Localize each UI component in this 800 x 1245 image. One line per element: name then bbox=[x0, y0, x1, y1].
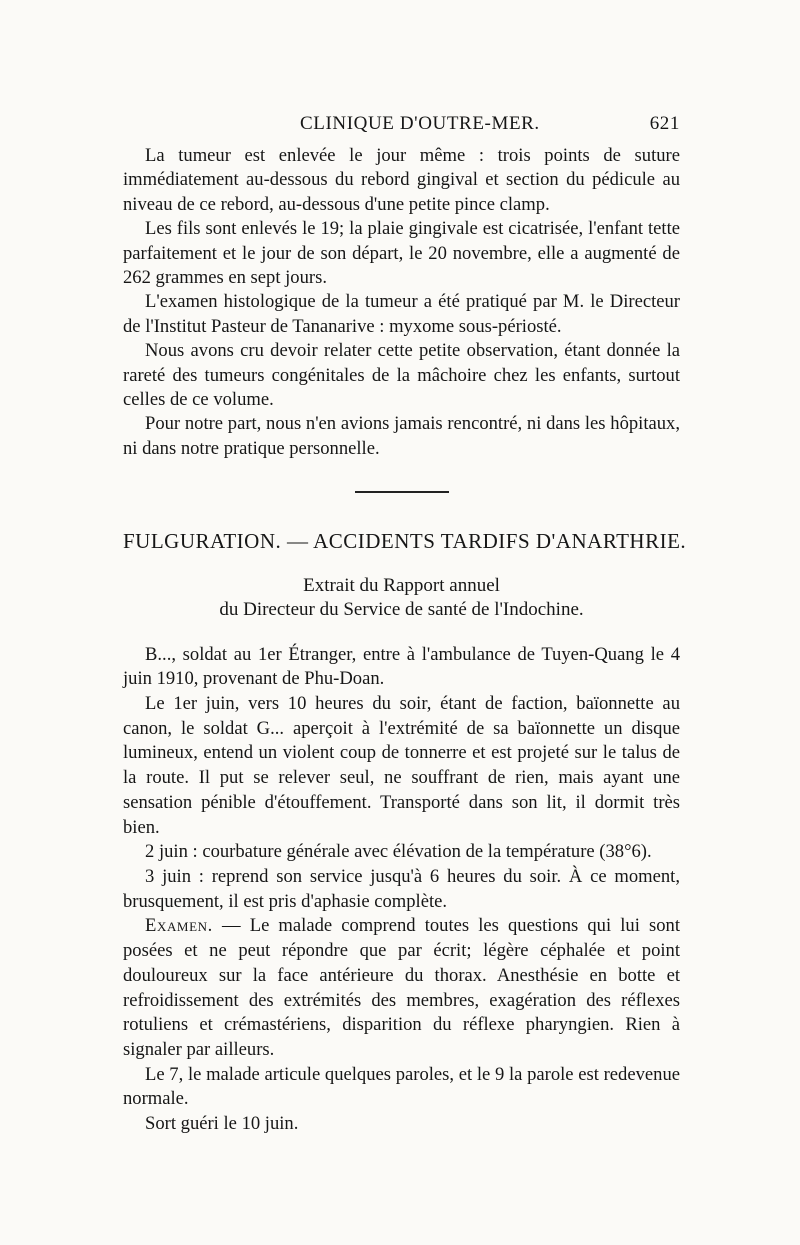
paragraph: Le 1er juin, vers 10 heures du soir, étant de faction, baïonnette au canon, le soldat G... aperçoit à l'extrémité de sa baïonnette un disque lumineux, entend un violent coup de tonnerre et est projeté sur le talus de la route. Il put se relever seul, ne souffrant de rien, mais ayant une sensation pénible d'étouffement. Transporté dans son lit, il dormit très bien. bbox=[123, 693, 680, 838]
section-subtitle bbox=[123, 574, 680, 622]
paragraph: Les fils sont enlevés le 19; la plaie gingivale est cicatrisée, l'enfant tette parfaitement et le jour de son départ, le 20 novembre, elle a augmenté de 262 grammes en sept jours. bbox=[123, 218, 680, 289]
paragraph: 2 juin : courbature générale avec élévation de la température (38°6). bbox=[145, 841, 652, 863]
paragraph: L'examen histologique de la tumeur a été pratiqué par M. le Directeur de l'Institut Pasteur de Tananarive : myxome sous-périosté. bbox=[123, 291, 680, 337]
section-title: FULGURATION. — ACCIDENTS TARDIFS D'ANARTHRIE. bbox=[123, 528, 687, 553]
fulguration-case-report bbox=[123, 643, 680, 1137]
paragraph: Sort guéri le 10 juin. bbox=[145, 1113, 299, 1135]
paragraph: 3 juin : reprend son service jusqu'à 6 heures du soir. À ce moment, brusquement, il est pris d'aphasie complète. bbox=[123, 866, 680, 912]
paragraph: Pour notre part, nous n'en avions jamais rencontré, ni dans les hôpitaux, ni dans notre pratique personnelle. bbox=[123, 413, 680, 459]
subtitle-line: Extrait du Rapport annuel bbox=[303, 574, 500, 596]
examen-label: Examen. bbox=[145, 915, 213, 937]
page-number: 621 bbox=[649, 113, 680, 134]
tumor-report-conclusion bbox=[123, 144, 680, 461]
section-separator-rule bbox=[355, 491, 449, 492]
examen-text: — Le malade comprend toutes les questions qui lui sont posées et ne peut répondre que par écrit; légère céphalée et point douloureux sur la face antérieure du thorax. Anesthésie en botte et refroidissement des extrémités des membres, exagération des réflexes rotuliens et crémastériens, disparition du réflexe pharyngien. Rien à signaler par ailleurs. bbox=[123, 915, 680, 1060]
paragraph: Nous avons cru devoir relater cette petite observation, étant donnée la rareté des tumeurs congénitales de la mâchoire chez les enfants, surtout celles de ce volume. bbox=[123, 340, 680, 411]
paragraph: Le 7, le malade articule quelques paroles, et le 9 la parole est redevenue normale. bbox=[123, 1063, 680, 1110]
subtitle-line: du Directeur du Service de santé de l'Indochine. bbox=[219, 598, 584, 620]
page-header bbox=[123, 113, 680, 139]
paragraph bbox=[123, 914, 680, 1062]
paragraph: B..., soldat au 1er Étranger, entre à l'ambulance de Tuyen-Quang le 4 juin 1910, provenant de Phu-Doan. bbox=[123, 643, 680, 690]
paragraph: La tumeur est enlevée le jour même : trois points de suture immédiatement au-dessous du rebord gingival et section du pédicule au niveau de ce rebord, au-dessous d'une petite pince clamp. bbox=[123, 145, 680, 215]
running-title: CLINIQUE D'OUTRE-MER. bbox=[300, 113, 540, 134]
page-body bbox=[123, 144, 687, 1137]
